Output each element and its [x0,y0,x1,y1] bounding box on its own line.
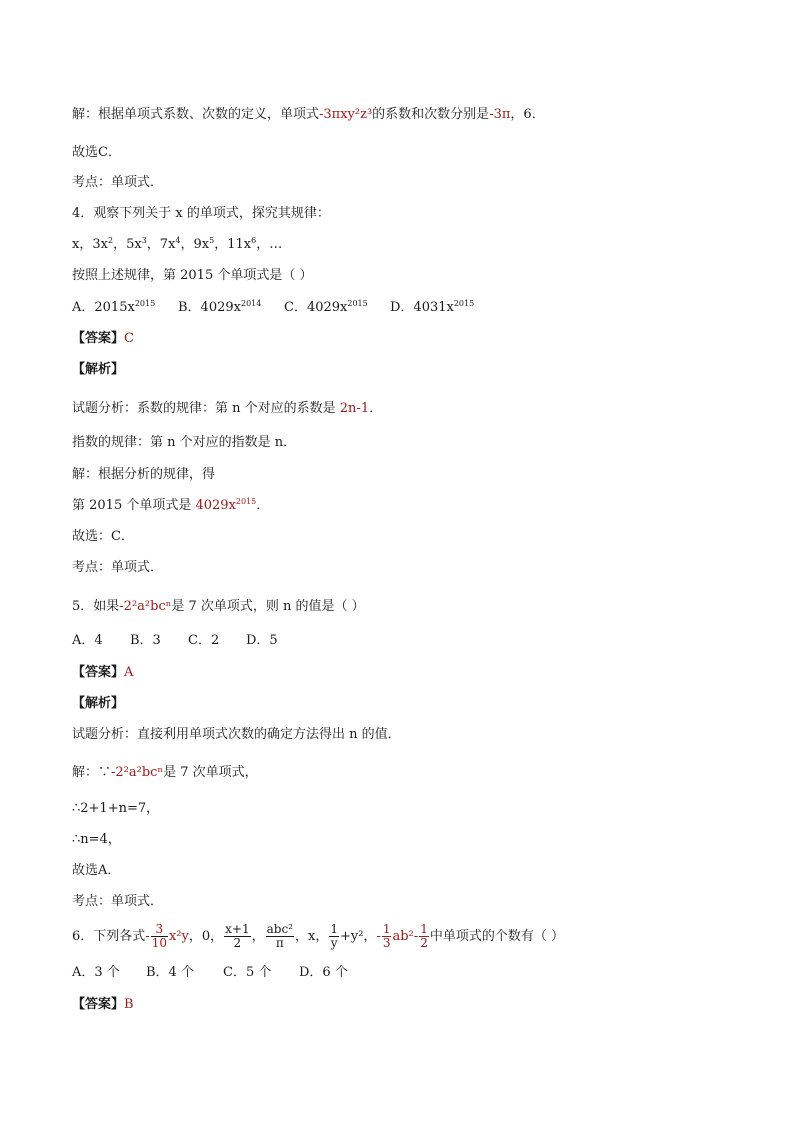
numerator: 1 [330,922,338,936]
result-monomial [195,498,256,513]
option-b [178,299,284,317]
q4-choice: 故选：C． [72,529,134,544]
option-label: D．4031x [390,300,454,315]
q5-analysis-line: ∴2+1+n=7， [72,801,160,816]
exponent: 2015 [134,299,156,308]
analysis-text: 是 7 次单项式， [163,765,258,780]
q5-knowledge-point: 考点：单项式． [72,894,164,909]
answer-tag: 【答案】 [72,997,125,1012]
separator: ，0， [188,929,224,944]
monomial-expression: -2²a²bcⁿ [119,599,172,614]
stem-text: 6．下列各式 [72,929,146,944]
denominator: 3 [382,936,391,950]
solution-text: 的系数和次数分别是 [372,107,490,122]
q6-stem [72,920,564,954]
variable-part: x²y [168,929,189,944]
exponent: 2014 [240,299,262,308]
term-3-fraction [266,923,294,950]
answer-tag: 【答案】 [72,331,125,346]
coefficient-formula: 2n-1 [339,401,370,416]
term-1 [145,922,189,950]
q3-knowledge-point: 考点：单项式． [72,175,164,190]
q6-answer [72,996,134,1014]
q5-options [72,632,278,650]
q4-analysis-line: 解：根据分析的规律，得 [72,467,216,482]
option-label: B．4029x [178,300,241,315]
option-b: B．3 [130,633,161,648]
exponent: 4 [175,236,181,245]
q6-options [72,964,348,982]
separator: ， [251,929,265,944]
option-d: D．5 [246,633,278,648]
denominator: 10 [151,936,167,950]
fraction [419,923,429,950]
answer-tag: 【答案】 [72,665,125,680]
q4-options [72,299,474,317]
minus-sign: - [413,929,419,944]
exponent: 2015 [453,299,475,308]
exponent: 6 [251,236,257,245]
denominator: π [275,936,284,950]
analysis-text: 试题分析：系数的规律：第 n 个对应的系数是 [72,401,340,416]
monomial-expression: -2²a²bcⁿ [111,765,164,780]
numerator: x+1 [225,922,250,936]
q4-analysis-line [72,497,269,515]
option-label: A．2015x [72,300,135,315]
solution-text: 解：根据单项式系数、次数的定义，单项式 [72,107,320,122]
analysis-text: 第 2015 个单项式是 [72,498,196,513]
term-tail: +y²， [339,929,377,944]
q5-analysis-line: ∴n=4， [72,832,121,847]
answer-value: C [124,331,134,346]
q3-solution-line [72,106,545,124]
q4-answer [72,330,134,348]
sequence-term: 7x [159,237,176,252]
exponent: 3 [141,236,147,245]
period: ． [369,401,383,416]
q4-analysis-line [72,400,382,418]
stem-text: 中单项式的个数有（ ） [429,929,564,944]
term-5 [376,922,429,950]
numerator: 3 [151,923,168,937]
q4-question: 按照上述规律，第 2015 个单项式是（ ） [72,268,313,283]
option-c [284,299,390,317]
option-d: D．6 个 [299,965,348,980]
stem-text: 5．如果 [72,599,120,614]
exponent: 2015 [235,497,257,506]
degree-answer: 6 [523,107,532,122]
q5-answer [72,664,133,682]
q5-analysis-line: 试题分析：直接利用单项式次数的确定方法得出 n 的值． [72,727,401,742]
exponent: 2 [107,236,114,245]
option-label: C．4029x [284,300,348,315]
q5-stem [72,598,365,616]
option-c: C．2 [188,633,220,648]
numerator: 1 [382,922,391,936]
sequence-term: 3x [92,237,108,252]
sequence-term: x [72,237,80,252]
q5-analysis-tag: 【解析】 [72,696,125,711]
option-a: A．4 [72,633,103,648]
sequence-term: 11x [227,237,252,252]
numerator: 1 [420,922,428,936]
option-a: A．3 个 [72,965,120,980]
ellipsis: … [269,237,283,252]
answer-value: A [124,665,134,680]
monomial-expression: -3πxy²z³ [319,107,373,122]
analysis-text: 解：∵ [72,765,112,780]
q4-sequence: x，$3x^2$，$5x^3$，$7x^4$，$9x^5$，$11x^6$，… [72,236,283,252]
option-b: B．4 个 [146,965,194,980]
period: ． [531,107,545,122]
minus-sign: - [145,929,150,944]
separator: ，x， [295,929,329,944]
q4-analysis-tag: 【解析】 [72,362,125,377]
q3-choice: 故选C． [72,145,121,160]
sequence-term: 9x [193,237,210,252]
minus-sign: - [376,929,381,944]
option-a [72,299,178,317]
variable-part: ab² [392,929,414,944]
q4-knowledge-point: 考点：单项式． [72,560,164,575]
option-c: C．5 个 [223,965,272,980]
sequence-term: 5x [126,237,142,252]
fraction [382,923,392,950]
fraction [151,923,168,950]
result-base: 4029x [195,498,236,513]
term-4-fraction [329,923,339,950]
q4-analysis-line: 指数的规律：第 n 个对应的指数是 n． [72,435,297,450]
denominator: y [330,936,338,950]
answer-value: B [124,997,134,1012]
exponent: 2015 [347,299,368,308]
q5-analysis-line [72,764,258,782]
q4-stem: 4．观察下列关于 x 的单项式，探究其规律： [72,206,330,221]
option-d [390,299,474,317]
period: ． [256,498,270,513]
stem-text: 是 7 次单项式，则 n 的值是（ ） [171,599,365,614]
separator: ， [510,107,524,122]
term-2-fraction [224,923,250,950]
q5-choice: 故选A． [72,863,121,878]
denominator: 2 [420,936,428,950]
denominator: 2 [233,936,242,950]
numerator: abc² [266,922,293,936]
exponent: 5 [209,236,215,245]
coefficient-answer: -3π [489,107,511,122]
